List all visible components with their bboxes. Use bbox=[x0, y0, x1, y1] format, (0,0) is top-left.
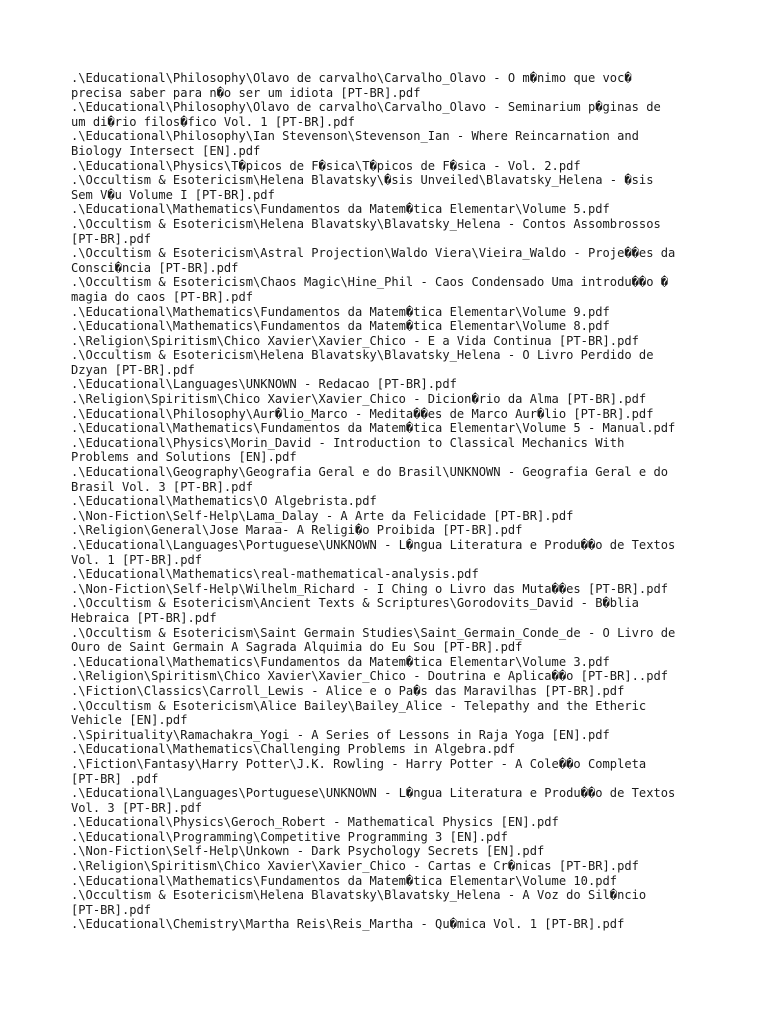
file-path-entry: .\Educational\Mathematics\Fundamentos da Matem�tica Elementar\Volume 8.pdf bbox=[71, 319, 610, 334]
file-path-entry: .\Fiction\Fantasy\Harry Potter\J.K. Rowling - Harry Potter - A Cole��o Completa [PT-BR] .pdf bbox=[71, 756, 647, 786]
file-path-entry: .\Occultism & Esotericism\Helena Blavatsky\Blavatsky_Helena - O Livro Perdido de Dzyan [PT-BR].pdf bbox=[71, 348, 654, 377]
file-path-entry: .\Non-Fiction\Self-Help\Lama_Dalay - A Arte da Felicidade [PT-BR].pdf bbox=[71, 508, 574, 523]
file-path-entry: .\Occultism & Esotericism\Helena Blavatsky\�sis Unveiled\Blavatsky_Helena - �sis Sem V�u Volume I [PT-BR].pdf bbox=[71, 173, 654, 202]
file-path-entry: .\Religion\Spiritism\Chico Xavier\Xavier_Chico - Doutrina e Aplica��o [PT-BR]..pdf bbox=[71, 669, 669, 684]
file-path-entry: .\Occultism & Esotericism\Helena Blavatsky\Blavatsky_Helena - Contos Assombrossos [PT-BR].pdf bbox=[71, 216, 661, 246]
file-path-entry: .\Educational\Mathematics\Fundamentos da Matem�tica Elementar\Volume 3.pdf bbox=[71, 654, 610, 669]
file-path-entry: .\Educational\Mathematics\O Algebrista.pdf bbox=[71, 494, 377, 509]
file-path-entry: .\Educational\Mathematics\Fundamentos da Matem�tica Elementar\Volume 10.pdf bbox=[71, 873, 618, 888]
file-path-entry: .\Educational\Mathematics\Challenging Problems in Algebra.pdf bbox=[71, 742, 516, 757]
file-path-entry: .\Educational\Languages\UNKNOWN - Redacao [PT-BR].pdf bbox=[71, 377, 457, 392]
file-path-entry: .\Spirituality\Ramachakra_Yogi - A Series of Lessons in Raja Yoga [EN].pdf bbox=[71, 727, 610, 742]
file-path-entry: .\Religion\Spiritism\Chico Xavier\Xavier_Chico - Cartas e Cr�nicas [PT-BR].pdf bbox=[71, 859, 639, 874]
file-path-list bbox=[71, 71, 701, 932]
file-path-entry: .\Religion\General\Jose Maraa- A Religi�o Proibida [PT-BR].pdf bbox=[71, 523, 523, 538]
file-path-entry: .\Educational\Languages\Portuguese\UNKNOWN - L�ngua Literatura e Produ��o de Textos Vol. 3 [PT-BR].pdf bbox=[71, 786, 676, 815]
file-path-entry: .\Educational\Mathematics\real-mathematical-analysis.pdf bbox=[71, 567, 479, 582]
file-path-entry: .\Educational\Philosophy\Olavo de carvalho\Carvalho_Olavo - Seminarium p�ginas de um di�rio filos�fico Vol. 1 [PT-BR].pdf bbox=[71, 100, 661, 129]
file-path-entry: .\Educational\Philosophy\Aur�lio_Marco - Medita��es de Marco Aur�lio [PT-BR].pdf bbox=[71, 406, 654, 421]
file-path-entry: .\Educational\Mathematics\Fundamentos da Matem�tica Elementar\Volume 5 - Manual.pdf bbox=[71, 421, 676, 436]
file-path-entry: .\Educational\Languages\Portuguese\UNKNOWN - L�ngua Literatura e Produ��o de Textos Vol. 1 [PT-BR].pdf bbox=[71, 538, 676, 567]
file-path-entry: .\Educational\Physics\Geroch_Robert - Mathematical Physics [EN].pdf bbox=[71, 815, 559, 830]
file-path-entry: .\Occultism & Esotericism\Ancient Texts & Scriptures\Gorodovits_David - B�blia Hebraica [PT-BR].pdf bbox=[71, 596, 639, 625]
file-path-entry: .\Religion\Spiritism\Chico Xavier\Xavier_Chico - Dicion�rio da Alma [PT-BR].pdf bbox=[71, 392, 647, 407]
file-path-entry: .\Educational\Philosophy\Olavo de carvalho\Carvalho_Olavo - O m�nimo que voc� precisa saber para n�o ser um idiota [PT-BR].pdf bbox=[71, 71, 632, 100]
file-path-entry: .\Occultism & Esotericism\Alice Bailey\Bailey_Alice - Telepathy and the Etheric Vehicle [EN].pdf bbox=[71, 698, 647, 728]
file-path-entry: .\Educational\Philosophy\Ian Stevenson\Stevenson_Ian - Where Reincarnation and Biology Intersect [EN].pdf bbox=[71, 129, 639, 158]
file-path-entry: .\Occultism & Esotericism\Helena Blavatsky\Blavatsky_Helena - A Voz do Sil�ncio [PT-BR].pdf bbox=[71, 888, 647, 917]
file-path-entry: .\Fiction\Classics\Carroll_Lewis - Alice e o Pa�s das Maravilhas [PT-BR].pdf bbox=[71, 683, 625, 698]
file-path-entry: .\Educational\Chemistry\Martha Reis\Reis_Martha - Qu�mica Vol. 1 [PT-BR].pdf bbox=[71, 917, 625, 932]
file-path-entry: .\Educational\Mathematics\Fundamentos da Matem�tica Elementar\Volume 5.pdf bbox=[71, 202, 610, 217]
file-path-entry: .\Educational\Physics\T�picos de F�sica\T�picos de F�sica - Vol. 2.pdf bbox=[71, 158, 581, 173]
file-path-entry: .\Occultism & Esotericism\Saint Germain Studies\Saint_Germain_Conde_de - O Livro de Ouro de Saint Germain A Sagrada Alquimia do Eu Sou [PT-BR].pdf bbox=[71, 625, 676, 655]
file-path-entry: .\Educational\Geography\Geografia Geral e do Brasil\UNKNOWN - Geografia Geral e do Brasil Vol. 3 [PT-BR].pdf bbox=[71, 465, 669, 494]
file-path-entry: .\Occultism & Esotericism\Astral Projection\Waldo Viera\Vieira_Waldo - Proje��es da Consci�ncia [PT-BR].pdf bbox=[71, 246, 676, 275]
file-path-entry: .\Occultism & Esotericism\Chaos Magic\Hine_Phil - Caos Condensado Uma introdu��o � magia do caos [PT-BR].pdf bbox=[71, 275, 669, 304]
file-path-entry: .\Non-Fiction\Self-Help\Wilhelm_Richard - I Ching o Livro das Muta��es [PT-BR].pdf bbox=[71, 581, 669, 596]
file-path-entry: .\Educational\Mathematics\Fundamentos da Matem�tica Elementar\Volume 9.pdf bbox=[71, 304, 610, 319]
file-path-entry: .\Non-Fiction\Self-Help\Unkown - Dark Psychology Secrets [EN].pdf bbox=[71, 844, 545, 859]
file-path-entry: .\Educational\Physics\Morin_David - Introduction to Classical Mechanics With Problems and Solutions [EN].pdf bbox=[71, 435, 625, 465]
file-path-entry: .\Religion\Spiritism\Chico Xavier\Xavier_Chico - E a Vida Continua [PT-BR].pdf bbox=[71, 333, 639, 348]
file-path-entry: .\Educational\Programming\Competitive Programming 3 [EN].pdf bbox=[71, 829, 508, 844]
